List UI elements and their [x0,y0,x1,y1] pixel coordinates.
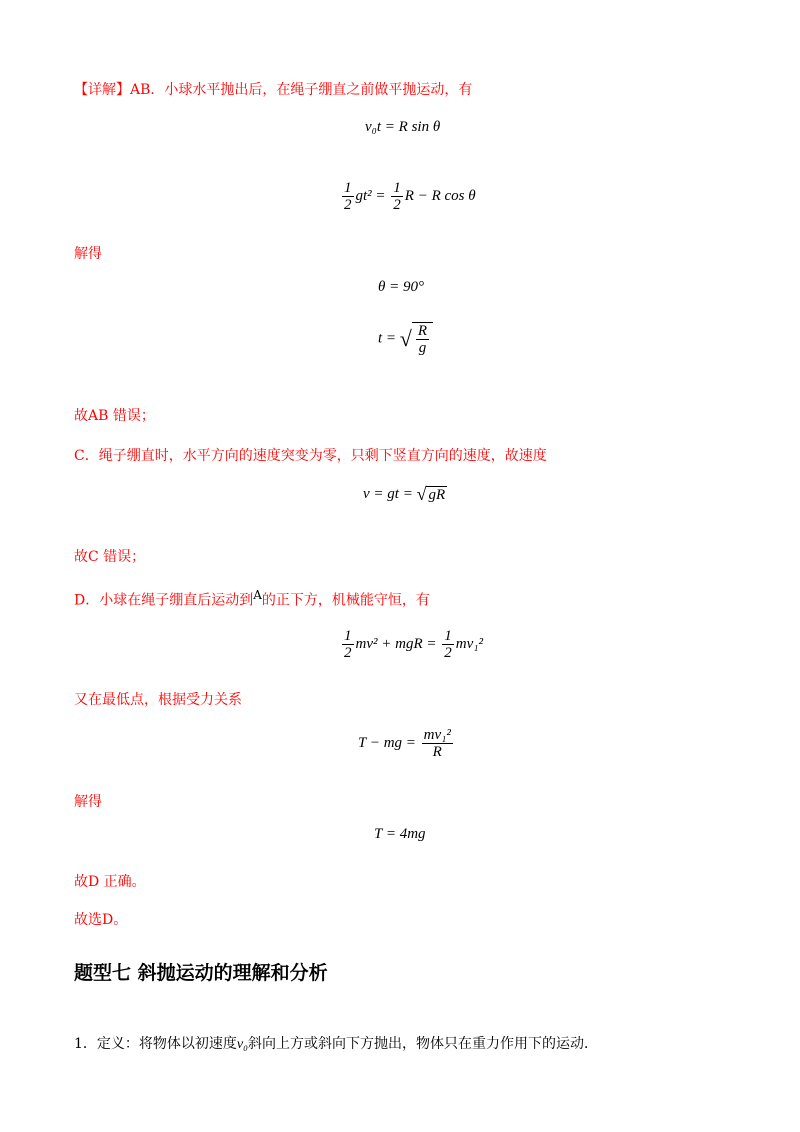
section-title: 题型七 斜抛运动的理解和分析 [74,962,328,984]
equation-3: θ = 90° [378,279,424,295]
ab-wrong: 故AB 错误； [74,408,155,424]
equation-5: v = gt = √ gR [363,484,446,504]
definition-text: 1．定义：将物体以初速度v₀斜向上方或斜向下方抛出，物体只在重力作用下的运动． [74,1036,599,1052]
equation-8: T = 4mg [374,826,426,842]
solution-intro: 【详解】AB．小球水平抛出后，在绳子绷直之前做平抛运动，有 [74,82,473,98]
d-right: 故D 正确。 [74,874,146,890]
equation-2: $\frac{1}{2}$ gt² = $\frac{1}{2}$ R − R cos θ [344,180,476,213]
c-wrong: 故C 错误； [74,549,146,565]
c-text: C．绳子绷直时，水平方向的速度突变为零，只剩下竖直方向的速度，故速度 [74,448,547,464]
equation-4: t = √ $\frac{R}{g}$ [378,322,433,356]
d-text: D．小球在绳子绷直后运动到A的正下方，机械能守恒，有 [74,588,430,609]
solve-label-2: 解得 [74,794,102,810]
solve-label-1: 解得 [74,246,102,262]
equation-6: $\frac{1}{2}$ mv² + mgR = $\frac{1}{2}$ mv₁² [344,628,483,661]
lowest-point: 又在最低点，根据受力关系 [74,692,242,708]
choose-d: 故选D。 [74,912,128,928]
equation-1: v₀t = R sin θ [365,119,441,135]
equation-7: T − mg = $\frac{\text{mv₁²}}{R}$ [358,727,451,760]
